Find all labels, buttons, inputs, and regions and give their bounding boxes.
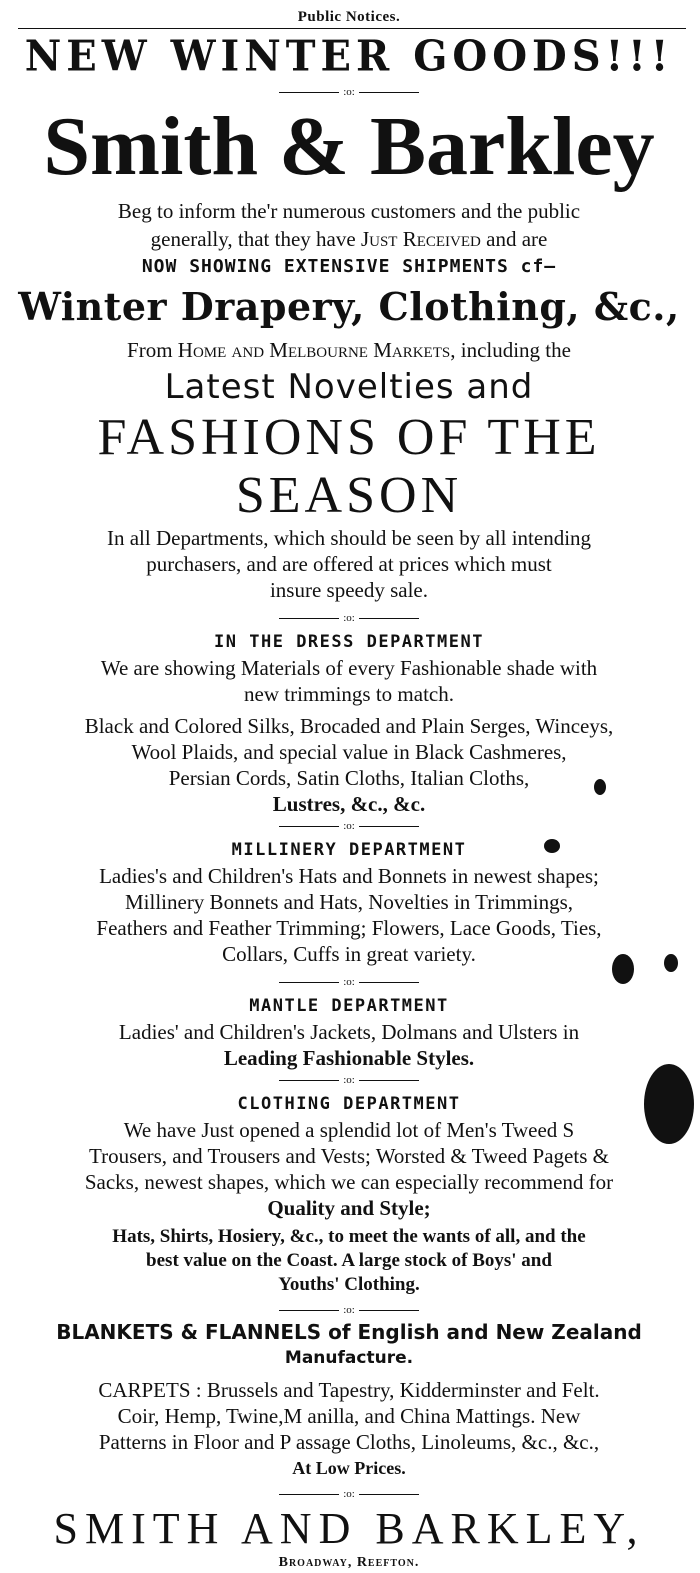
separator-line: [359, 1310, 419, 1311]
separator: [4, 609, 694, 627]
blankets-line-1: BLANKETS & FLANNELS of English and New Zealand: [56, 1320, 642, 1344]
closing-firm-name: SMITH AND BARKLEY,: [53, 1504, 645, 1553]
separator-line: [279, 618, 339, 619]
mantle-line-2: Leading Fashionable Styles.: [223, 1046, 475, 1070]
separator-line: [279, 1494, 339, 1495]
dress-department-text: [8, 655, 690, 817]
just-received: Just Received: [360, 227, 481, 251]
separator-mark: :o:: [343, 86, 355, 98]
clothing-department-text: [8, 1117, 690, 1297]
separator-mark: :o:: [343, 820, 355, 832]
firm-name: Smith & Barkley: [43, 100, 655, 193]
markets-including: , including the: [450, 338, 571, 362]
separator-mark: :o:: [343, 1074, 355, 1086]
separator-line: [279, 1080, 339, 1081]
ink-stain: [612, 954, 634, 984]
all-departments-line-2: purchasers, and are offered at prices which must: [146, 552, 552, 576]
clothing-line-3: Sacks, newest shapes, which we can especially recommend for: [84, 1170, 614, 1194]
intro-line-2-start: generally, that they have: [150, 227, 361, 251]
separator-line: [359, 1080, 419, 1081]
ink-stain: [664, 954, 678, 972]
markets-line: [4, 335, 694, 365]
carpets-line-2: Coir, Hemp, Twine,M anilla, and China Mattings. New: [117, 1404, 581, 1428]
separator-line: [359, 1494, 419, 1495]
separator-line: [279, 1310, 339, 1311]
millinery-line-1: Ladies's and Children's Hats and Bonnets in newest shapes;: [99, 864, 599, 888]
separator-mark: :o:: [343, 1488, 355, 1500]
clothing-line-1: We have Just opened a splendid lot of Men's Tweed S: [123, 1118, 575, 1142]
intro-line-2-end: and are: [480, 227, 548, 251]
separator-line: [359, 826, 419, 827]
blankets-text: [4, 1319, 694, 1371]
all-departments-line-1: In all Departments, which should be seen by all intending: [106, 526, 592, 550]
dress-department-heading: IN THE DRESS DEPARTMENT: [214, 632, 484, 652]
firm-address: Broadway, Reefton.: [278, 1555, 420, 1570]
headline: NEW WINTER GOODS!!!: [24, 31, 674, 82]
separator: [4, 1071, 694, 1089]
separator: [4, 83, 694, 101]
separator: [4, 1301, 694, 1319]
clothing-line-7: Youths' Clothing.: [278, 1274, 420, 1295]
separator: [4, 1485, 694, 1503]
dress-line-4: Wool Plaids, and special value in Black Cashmeres,: [131, 740, 567, 764]
intro-text: [4, 197, 694, 253]
dress-line-1: We are showing Materials of every Fashionable shade with: [100, 656, 598, 680]
separator: [4, 973, 694, 991]
carpets-line-3: Patterns in Floor and P assage Cloths, Linoleums, &c., &c.,: [98, 1430, 600, 1454]
dress-line-2: new trimmings to match.: [244, 682, 454, 706]
millinery-line-2: Millinery Bonnets and Hats, Novelties in Trimmings,: [124, 890, 573, 914]
now-showing: NOW SHOWING EXTENSIVE SHIPMENTS cf—: [141, 256, 557, 277]
separator-line: [359, 92, 419, 93]
carpets-line-1: CARPETS : Brussels and Tapestry, Kidderminster and Felt.: [98, 1378, 600, 1402]
fashions-heading: FASHIONS OF THE SEASON: [97, 409, 601, 524]
millinery-department-heading: MILLINERY DEPARTMENT: [231, 840, 467, 860]
intro-line-1: Beg to inform the'r numerous customers and the public: [117, 199, 581, 223]
dress-line-6: Lustres, &c., &c.: [272, 792, 426, 816]
all-departments-text: [8, 525, 690, 603]
millinery-line-3: Feathers and Feather Trimming; Flowers, Lace Goods, Ties,: [96, 916, 602, 940]
dress-line-5: Persian Cords, Satin Cloths, Italian Cloths,: [168, 766, 530, 790]
markets-from: From: [127, 338, 178, 362]
carpets-text: [8, 1377, 690, 1481]
separator-mark: :o:: [343, 1304, 355, 1316]
separator-line: [359, 982, 419, 983]
advertisement: [4, 4, 694, 1569]
section-label: Public Notices.: [297, 9, 401, 25]
separator-mark: :o:: [343, 612, 355, 624]
millinery-line-4: Collars, Cuffs in great variety.: [222, 942, 476, 966]
separator-line: [279, 826, 339, 827]
clothing-line-6: best value on the Coast. A large stock of Boys' and: [146, 1250, 552, 1271]
intro-line-2: [4, 225, 694, 253]
dress-line-3: Black and Colored Silks, Brocaded and Plain Serges, Winceys,: [84, 714, 614, 738]
clothing-line-4: Quality and Style;: [267, 1196, 431, 1220]
carpets-line-4: At Low Prices.: [292, 1458, 406, 1478]
separator-mark: :o:: [343, 976, 355, 988]
mantle-department-heading: MANTLE DEPARTMENT: [249, 996, 449, 1016]
separator-line: [279, 982, 339, 983]
ink-stain: [644, 1064, 694, 1144]
winter-drapery-line: Winter Drapery, Clothing, &c.,: [18, 284, 680, 329]
ink-stain: [544, 839, 560, 853]
mantle-department-text: [8, 1019, 690, 1071]
latest-novelties: Latest Novelties and: [164, 367, 534, 407]
home-melbourne: Home and Melbourne Markets: [177, 338, 451, 362]
separator-line: [359, 618, 419, 619]
all-departments-line-3: insure speedy sale.: [269, 578, 429, 602]
clothing-line-5: Hats, Shirts, Hosiery, &c., to meet the wants of all, and the: [112, 1226, 586, 1247]
clothing-line-2: Trousers, and Trousers and Vests; Worsted & Tweed Pagets &: [89, 1144, 609, 1168]
ink-stain: [594, 779, 606, 795]
separator-line: [279, 92, 339, 93]
separator: [4, 817, 694, 835]
blankets-line-2: Manufacture.: [284, 1348, 414, 1368]
millinery-department-text: [8, 863, 690, 967]
mantle-line-1: Ladies' and Children's Jackets, Dolmans and Ulsters in: [118, 1020, 580, 1044]
clothing-department-heading: CLOTHING DEPARTMENT: [237, 1094, 461, 1114]
